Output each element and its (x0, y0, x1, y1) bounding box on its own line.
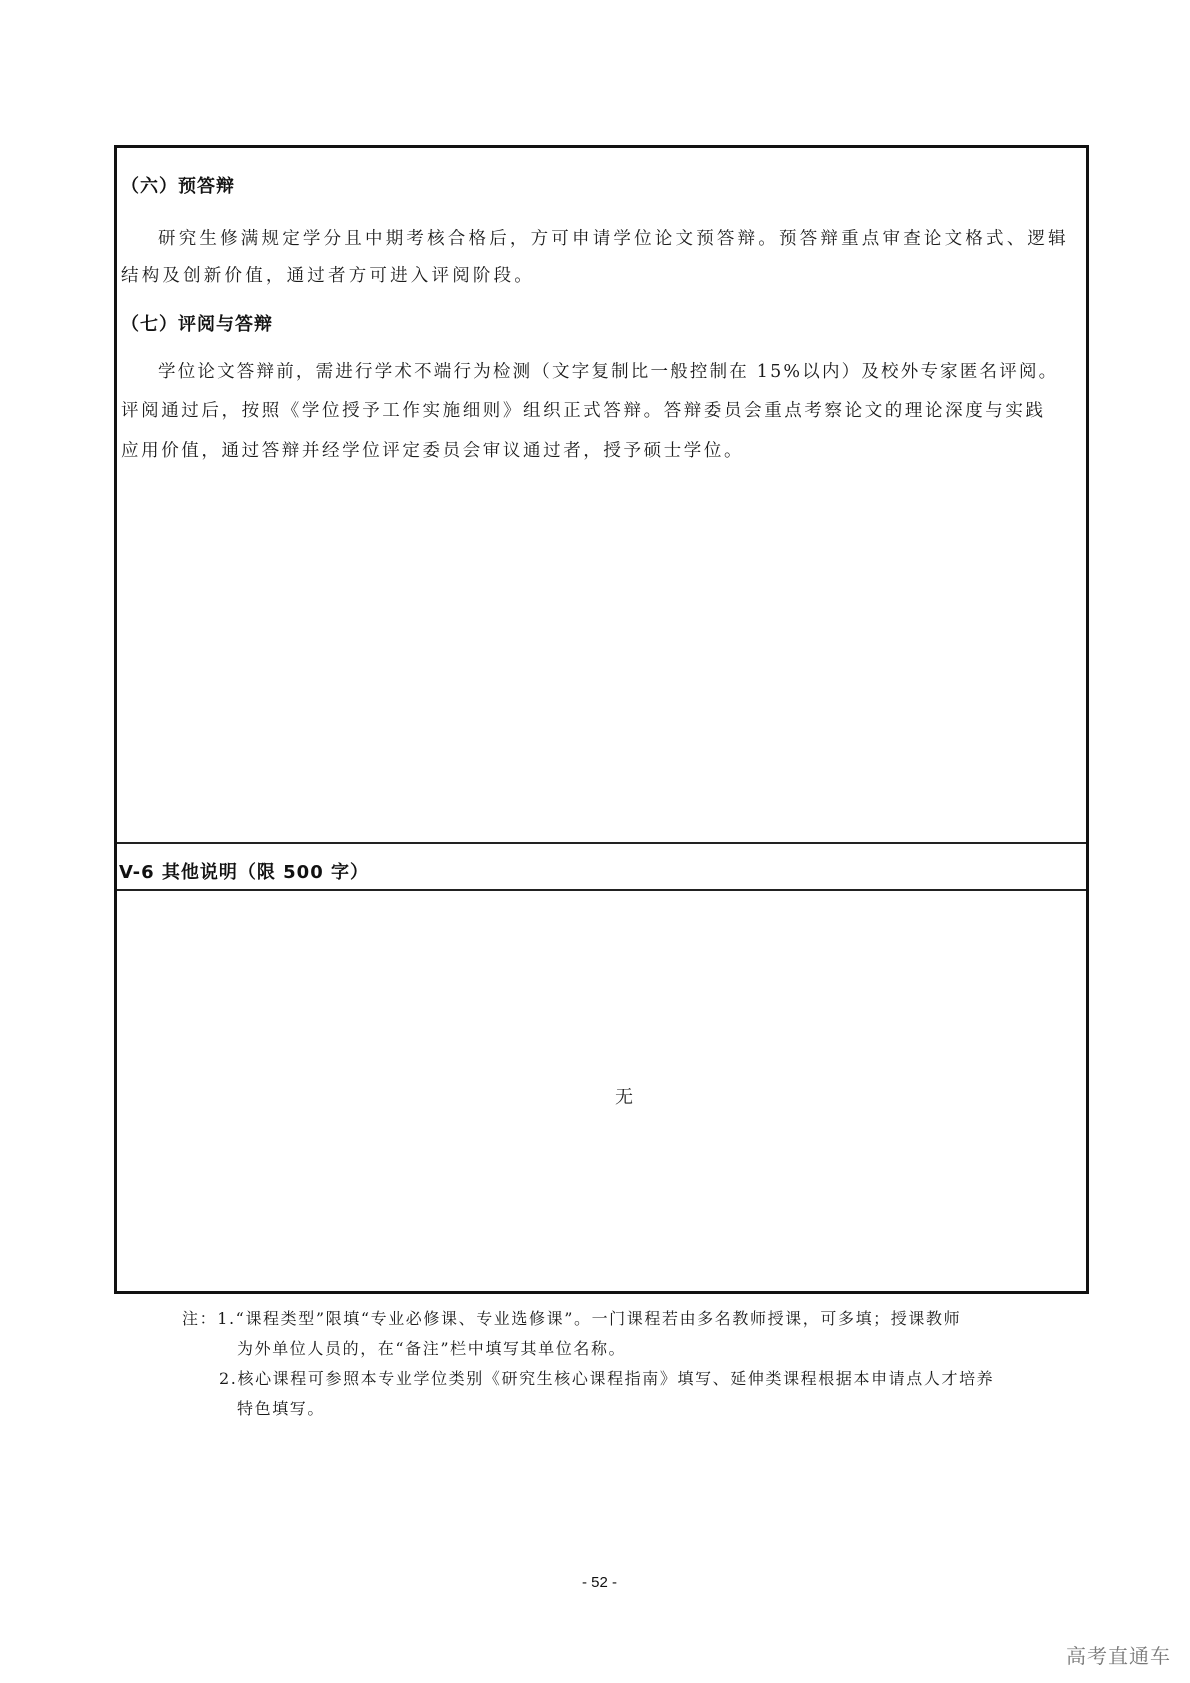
row-divider (117, 842, 1086, 844)
form-table (114, 145, 1089, 1294)
paragraph-line: 研究生修满规定学分且中期考核合格后，方可申请学位论文预答辩。预答辩重点审查论文格式、逻辑 (158, 229, 1069, 249)
note-line: 为外单位人员的，在“备注”栏中填写其单位名称。 (237, 1339, 627, 1358)
page-number: - 52 - (582, 1574, 618, 1591)
note-line: 2.核心课程可参照本专业学位类别《研究生核心课程指南》填写、延伸类课程根据本申请点人才培养 (219, 1369, 995, 1388)
note-line: 特色填写。 (237, 1399, 326, 1418)
note-line: 注：1.“课程类型”限填“专业必修课、专业选修课”。一门课程若由多名教师授课，可多填；授课教师 (182, 1309, 962, 1328)
v6-section-label: V-6 其他说明（限 500 字） (119, 862, 369, 883)
row-divider (117, 889, 1086, 891)
section-heading-pre-defense: （六）预答辩 (121, 176, 235, 197)
paragraph-line: 学位论文答辩前，需进行学术不端行为检测（文字复制比一般控制在 15%以内）及校外专家匿名评阅。 (158, 362, 1059, 382)
paragraph-line: 评阅通过后，按照《学位授予工作实施细则》组织正式答辩。答辩委员会重点考察论文的理论深度与实践 (121, 401, 1046, 421)
watermark: 高考直通车 (1066, 1644, 1171, 1668)
paragraph-line: 结构及创新价值，通过者方可进入评阅阶段。 (121, 266, 535, 286)
paragraph-line: 应用价值，通过答辩并经学位评定委员会审议通过者，授予硕士学位。 (121, 441, 745, 461)
v6-content-text: 无 (615, 1087, 633, 1108)
section-heading-review-defense: （七）评阅与答辩 (121, 314, 273, 335)
